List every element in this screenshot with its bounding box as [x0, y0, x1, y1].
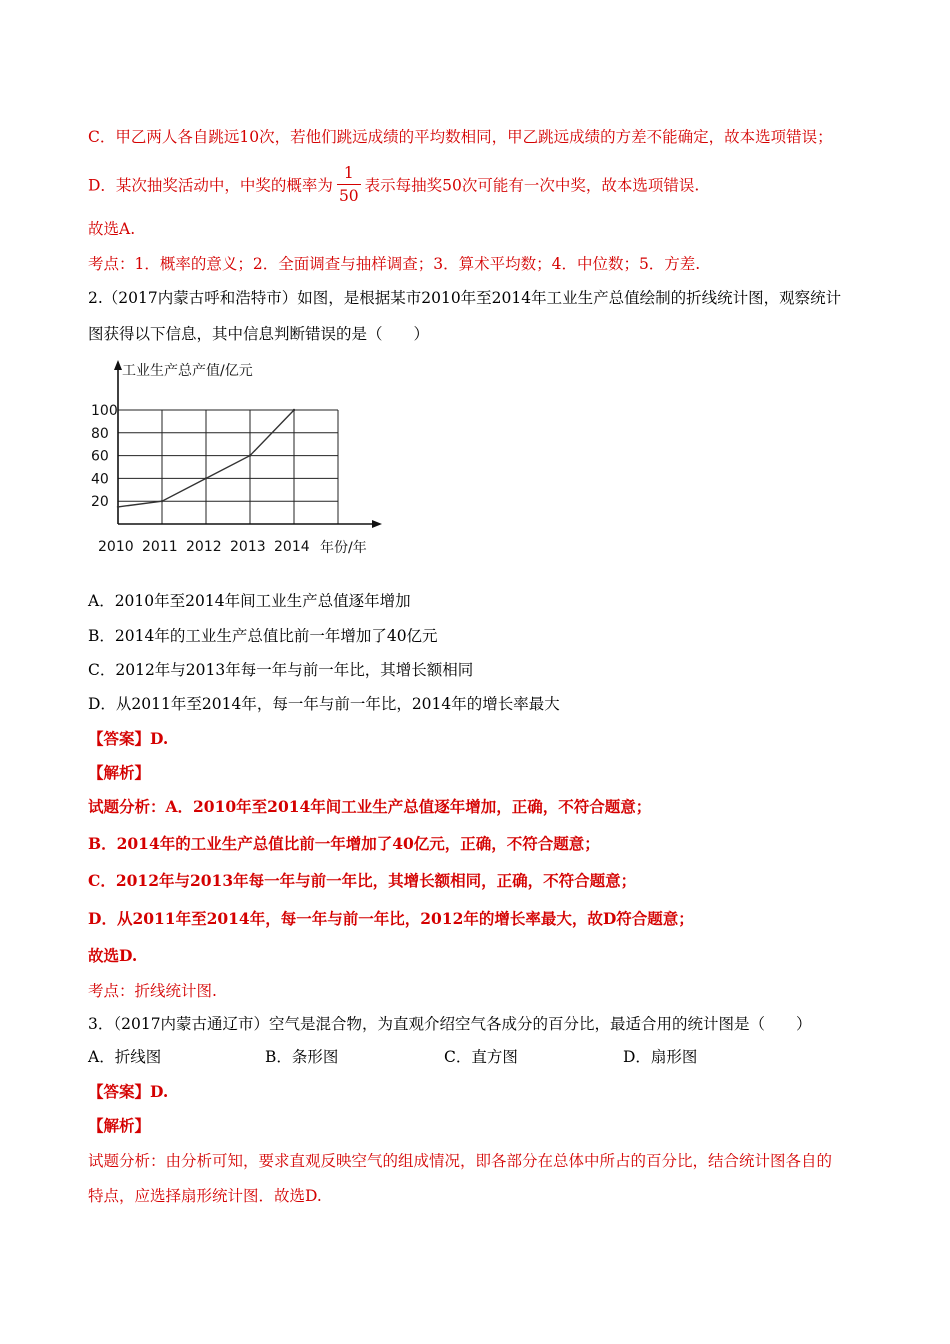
- q3-option-c: C．直方图: [444, 1048, 518, 1066]
- q3-option-b: B．条形图: [265, 1048, 339, 1066]
- q2-analysis-3: C．2012年与2013年每一年与前一年比，其增长额相同，正确，不符合题意；: [88, 871, 637, 890]
- x-tick-label-2012: 2012: [186, 539, 222, 555]
- q3-answer: 【答案】D.: [88, 1082, 169, 1101]
- data-point-2011: [161, 500, 163, 502]
- q3-option-a: A．折线图: [88, 1048, 162, 1066]
- x-axis-arrow: [372, 520, 382, 528]
- q2-answer: 【答案】D.: [88, 729, 169, 748]
- q3-option-d: D．扇形图: [623, 1048, 698, 1066]
- q1-option-d-analysis: [88, 164, 699, 209]
- q2-stem-line-1: 2.（2017内蒙古呼和浩特市）如图，是根据某市2010年至2014年工业生产总值绘制的折线统计图，观察统计: [88, 289, 842, 307]
- q1-option-d-post: 表示每抽奖50次可能有一次中奖，故本选项错误.: [364, 176, 700, 195]
- q2-option-b: B．2014年的工业生产总值比前一年增加了40亿元: [88, 627, 438, 645]
- q1-option-c-analysis: C．甲乙两人各自跳远10次，若他们跳远成绩的平均数相同，甲乙跳远成绩的方差不能确定，故本选项错误；: [88, 128, 833, 146]
- q3-stem: 3．（2017内蒙古通辽市）空气是混合物，为直观介绍空气各成分的百分比，最适合用的统计图是（ ）: [88, 1015, 812, 1033]
- q2-choose: 故选D.: [88, 946, 138, 965]
- q2-analysis-2: B．2014年的工业生产总值比前一年增加了40亿元，正确，不符合题意；: [88, 834, 600, 853]
- x-axis-title: 年份/年: [320, 540, 367, 556]
- q2-stem-line-2: 图获得以下信息，其中信息判断错误的是（ ）: [88, 325, 430, 343]
- fraction-denominator: 50: [338, 187, 359, 205]
- q2-analysis-4: D．从2011年至2014年，每一年与前一年比，2012年的增长率最大，故D符合题意；: [88, 909, 694, 928]
- q2-kaodian: 考点：折线统计图.: [88, 982, 217, 1000]
- q2-analysis-label: 【解析】: [88, 763, 151, 782]
- line-chart: [88, 352, 388, 560]
- y-tick-label-60: 60: [91, 448, 109, 465]
- q2-option-d: D．从2011年至2014年，每一年与前一年比，2014年的增长率最大: [88, 695, 560, 713]
- q1-option-d-pre: D．某次抽奖活动中，中奖的概率为: [88, 176, 333, 195]
- x-tick-label-2010: 2010: [98, 539, 134, 555]
- x-tick-label-2011: 2011: [142, 539, 178, 555]
- y-axis-arrow: [114, 360, 122, 370]
- q2-option-c: C．2012年与2013年每一年与前一年比，其增长额相同: [88, 661, 474, 679]
- y-tick-label-40: 40: [91, 471, 109, 488]
- x-tick-label-2014: 2014: [274, 539, 310, 555]
- chart-labels: [91, 362, 367, 556]
- data-point-2014: [293, 409, 295, 411]
- q3-analysis-2: 特点，应选择扇形统计图．故选D.: [88, 1187, 322, 1205]
- q1-choose: 故选A.: [88, 220, 136, 238]
- y-tick-label-80: 80: [91, 425, 109, 442]
- probability-fraction: [337, 162, 361, 207]
- q3-analysis-1: 试题分析：由分析可知，要求直观反映空气的组成情况，即各部分在总体中所占的百分比，结合统计图各自的: [88, 1152, 833, 1170]
- y-tick-label-20: 20: [91, 494, 109, 511]
- q1-kaodian: 考点：1．概率的意义；2．全面调查与抽样调查；3．算术平均数；4．中位数；5．方差.: [88, 255, 701, 273]
- x-tick-label-2013: 2013: [230, 539, 266, 555]
- data-point-2012: [205, 477, 207, 479]
- data-point-2010: [117, 506, 119, 508]
- data-point-2013: [249, 454, 251, 456]
- q2-analysis-1: 试题分析：A．2010年至2014年间工业生产总值逐年增加，正确，不符合题意；: [88, 797, 652, 816]
- q3-analysis-label: 【解析】: [88, 1116, 151, 1135]
- y-tick-label-100: 100: [91, 403, 118, 419]
- q2-option-a: A．2010年至2014年间工业生产总值逐年增加: [88, 592, 411, 610]
- fraction-numerator: 1: [337, 162, 361, 185]
- y-axis-title: 工业生产总产值/亿元: [122, 363, 253, 379]
